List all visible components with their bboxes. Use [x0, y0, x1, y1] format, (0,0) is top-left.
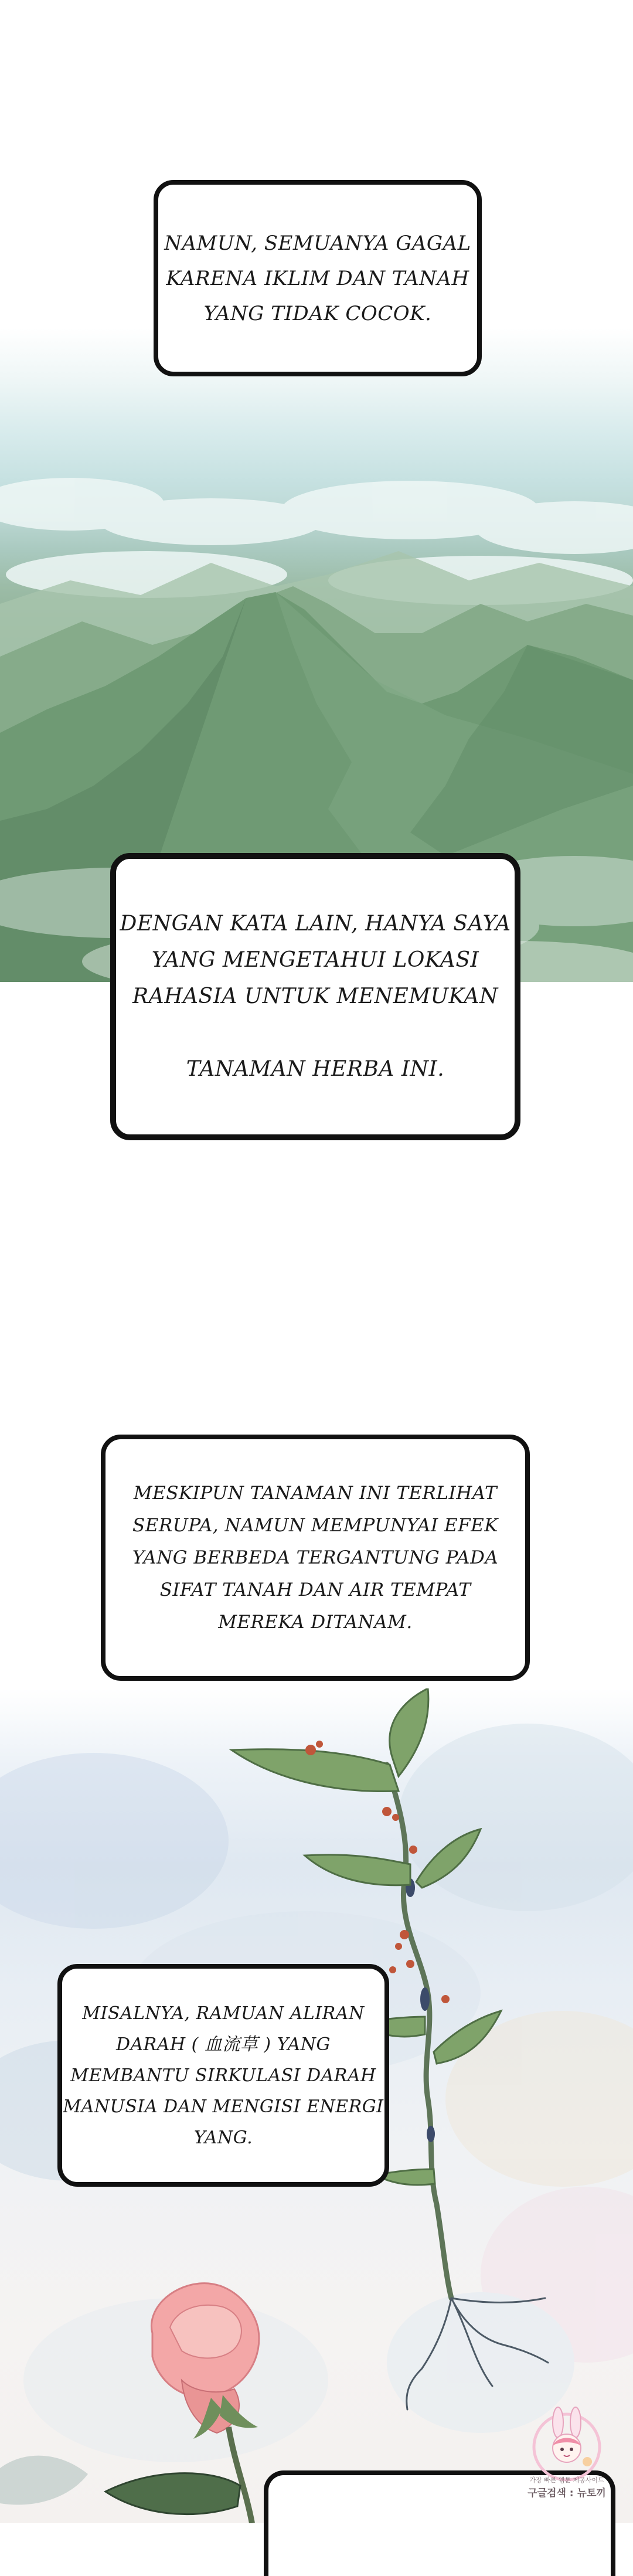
- watermark-tagline: 가장 빠른 웹툰 제공사이트: [529, 2476, 604, 2484]
- narration-line: RAHASIA UNTUK MENEMUKAN: [132, 984, 498, 1008]
- watermark-site-text: 구글검색 : 뉴토끼: [528, 2487, 606, 2499]
- narration-line: MANUSIA DAN MENGISI ENERGI: [63, 2096, 384, 2117]
- narration-line: SERUPA, NAMUN MEMPUNYAI EFEK: [132, 1514, 498, 1536]
- narration-line: MEMBANTU SIRKULASI DARAH: [70, 2065, 376, 2086]
- narration-line: KARENA IKLIM DAN TANAH: [166, 266, 469, 290]
- narration-line: MISALNYA, RAMUAN ALIRAN: [82, 2003, 365, 2024]
- narration-line: NAMUN, SEMUANYA GAGAL: [164, 231, 471, 255]
- narration-line: SIFAT TANAH DAN AIR TEMPAT: [159, 1579, 471, 1600]
- narration-line: YANG MENGETAHUI LOKASI: [151, 948, 479, 972]
- narration-box-1: [154, 180, 482, 376]
- narration-line: YANG TIDAK COCOK.: [203, 301, 432, 325]
- narration-line: TANAMAN HERBA INI.: [186, 1057, 445, 1081]
- bunny-mascot-icon: [511, 2406, 622, 2482]
- narration-line: DARAH ( 血流草 ) YANG: [115, 2034, 331, 2055]
- narration-line: MESKIPUN TANAMAN INI TERLIHAT: [133, 1482, 498, 1504]
- narration-box-3: [101, 1435, 530, 1681]
- watermark-logo: [511, 2406, 622, 2517]
- narration-line: MEREKA DITANAM.: [218, 1611, 413, 1633]
- narration-line: YANG.: [193, 2127, 253, 2148]
- narration-line: YANG BERBEDA TERGANTUNG PADA: [132, 1547, 499, 1568]
- narration-box-4: [57, 1964, 389, 2187]
- narration-box-2: [110, 853, 520, 1140]
- narration-line: DENGAN KATA LAIN, HANYA SAYA: [120, 912, 511, 936]
